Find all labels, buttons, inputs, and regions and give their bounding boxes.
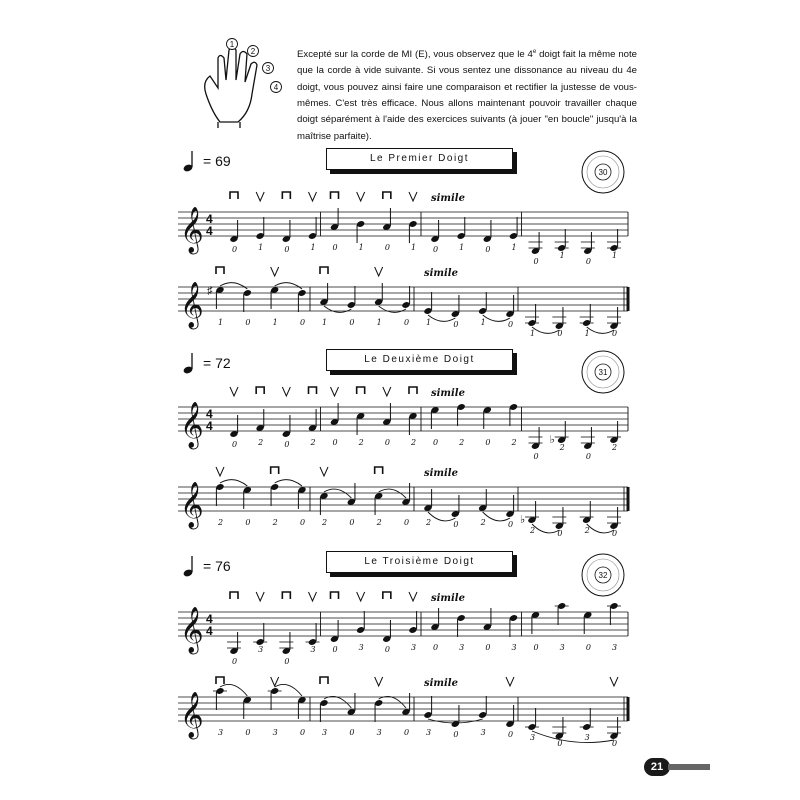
simile-marking: simile: [431, 388, 465, 399]
up-bow-icon: [309, 592, 317, 601]
staff: [170, 375, 632, 465]
up-bow-icon: [331, 387, 339, 396]
fingering-number: 3: [612, 643, 618, 652]
fingering-number: 3: [559, 643, 565, 652]
fingering-number: 0: [332, 645, 338, 654]
slur: [428, 512, 455, 521]
fingering-number: 2: [459, 438, 465, 447]
fingering-number: 1: [426, 318, 432, 327]
fingering-number: 3: [272, 728, 278, 737]
down-bow-icon: [383, 192, 391, 199]
fingering-number: 0: [485, 245, 491, 254]
fingering-number: 0: [485, 643, 491, 652]
fingering-number: 2: [530, 526, 536, 535]
flat-icon: ♭: [549, 434, 555, 446]
fingering-number: 0: [433, 643, 439, 652]
fingering-number: 3: [511, 643, 517, 652]
slur: [275, 283, 302, 289]
fingering-number: 0: [508, 320, 514, 329]
fingering-number: 0: [453, 520, 459, 529]
simile-marking: simile: [424, 468, 458, 479]
time-signature-bottom: 4: [206, 624, 213, 638]
fingering-number: 0: [433, 438, 439, 447]
sharp-icon: ♯: [207, 285, 213, 297]
time-signature-bottom: 4: [206, 224, 213, 238]
fingering-number: 3: [584, 733, 590, 742]
up-bow-icon: [375, 677, 383, 686]
down-bow-icon: [375, 467, 383, 474]
hand-fingering-icon: [196, 36, 288, 128]
slur: [428, 315, 455, 321]
down-bow-icon: [216, 267, 224, 274]
fingering-number: 0: [508, 520, 514, 529]
treble-clef-icon: 𝄞: [180, 402, 204, 448]
down-bow-icon: [320, 677, 328, 684]
slur: [324, 696, 351, 708]
fingering-number: 0: [404, 318, 410, 327]
fingering-number: 0: [612, 529, 618, 538]
fingering-number: 0: [284, 657, 290, 666]
fingering-number: 0: [585, 452, 591, 461]
fingering-number: 3: [426, 728, 432, 737]
quarter-note-icon: [183, 352, 197, 374]
svg-text:1: 1: [229, 40, 235, 49]
time-signature-bottom: 4: [206, 419, 213, 433]
fingering-number: 2: [358, 438, 364, 447]
slur: [324, 489, 351, 498]
fingering-number: 1: [459, 243, 465, 252]
down-bow-icon: [309, 387, 317, 394]
up-bow-icon: [375, 267, 383, 276]
slur: [275, 684, 302, 696]
slur: [220, 684, 247, 696]
svg-text:2: 2: [250, 47, 256, 56]
staff: [170, 255, 632, 345]
svg-text:3: 3: [265, 64, 271, 73]
up-bow-icon: [256, 192, 264, 201]
fingering-number: 2: [612, 443, 618, 452]
down-bow-icon: [320, 267, 328, 274]
fingering-number: 1: [358, 243, 364, 252]
fingering-number: 0: [404, 518, 410, 527]
treble-clef-icon: 𝄞: [180, 482, 204, 528]
up-bow-icon: [357, 592, 365, 601]
svg-text:30: 30: [598, 168, 608, 177]
fingering-number: 0: [232, 245, 238, 254]
fingering-number: 2: [272, 518, 278, 527]
fingering-number: 0: [585, 257, 591, 266]
fingering-number: 0: [384, 243, 390, 252]
fingering-number: 0: [612, 329, 618, 338]
fingering-number: 3: [376, 728, 382, 737]
fingering-number: 1: [511, 243, 517, 252]
staff: [170, 665, 632, 755]
up-bow-icon: [320, 467, 328, 476]
quarter-note-icon: [183, 150, 197, 172]
slur: [587, 524, 614, 533]
up-bow-icon: [256, 592, 264, 601]
fingering-number: 2: [218, 518, 224, 527]
up-bow-icon: [216, 467, 224, 476]
fingering-number: 0: [384, 645, 390, 654]
simile-marking: simile: [424, 678, 458, 689]
fingering-number: 1: [559, 251, 565, 260]
fingering-number: 0: [332, 438, 338, 447]
fingering-number: 0: [232, 657, 238, 666]
up-bow-icon: [271, 267, 279, 276]
fingering-number: 1: [411, 243, 417, 252]
fingering-number: 2: [559, 443, 565, 452]
fingering-number: 3: [358, 643, 364, 652]
fingering-number: 1: [480, 318, 486, 327]
staff: [170, 580, 632, 670]
simile-marking: simile: [431, 193, 465, 204]
fingering-number: 0: [557, 529, 563, 538]
svg-text:4: 4: [273, 83, 279, 92]
fingering-number: 3: [322, 728, 328, 737]
down-bow-icon: [271, 467, 279, 474]
fingering-number: 3: [218, 728, 224, 737]
fingering-number: 0: [557, 329, 563, 338]
treble-clef-icon: 𝄞: [180, 692, 204, 738]
fingering-number: 0: [284, 245, 290, 254]
slur: [379, 696, 406, 708]
section-title: Le Deuxième Doigt: [326, 349, 513, 371]
svg-text:31: 31: [598, 368, 608, 377]
slur: [483, 512, 510, 521]
down-bow-icon: [256, 387, 264, 394]
slur: [379, 489, 406, 498]
slur: [532, 327, 559, 333]
treble-clef-icon: 𝄞: [180, 607, 204, 653]
simile-marking: simile: [424, 268, 458, 279]
fingering-number: 1: [612, 251, 618, 260]
fingering-number: 0: [245, 318, 251, 327]
slur: [324, 306, 351, 312]
fingering-number: 0: [349, 518, 355, 527]
down-bow-icon: [357, 387, 365, 394]
slur: [379, 306, 406, 312]
slur: [275, 480, 302, 486]
fingering-number: 0: [349, 318, 355, 327]
fingering-number: 0: [453, 730, 459, 739]
fingering-number: 2: [258, 438, 264, 447]
fingering-number: 3: [258, 645, 264, 654]
up-bow-icon: [610, 677, 618, 686]
fingering-number: 1: [272, 318, 278, 327]
up-bow-icon: [383, 387, 391, 396]
fingering-number: 0: [300, 728, 306, 737]
slur: [532, 524, 559, 533]
fingering-number: 2: [411, 438, 417, 447]
fingering-number: 0: [349, 728, 355, 737]
tempo-marking: = 72: [183, 352, 231, 374]
fingering-number: 0: [404, 728, 410, 737]
down-bow-icon: [230, 592, 238, 599]
up-bow-icon: [409, 592, 417, 601]
page-tab-decoration: [668, 764, 710, 770]
down-bow-icon: [331, 592, 339, 599]
fingering-number: 3: [411, 643, 417, 652]
fingering-number: 2: [511, 438, 517, 447]
fingering-number: 1: [376, 318, 382, 327]
slur: [532, 731, 614, 743]
fingering-number: 2: [426, 518, 432, 527]
fingering-number: 1: [218, 318, 224, 327]
svg-text:32: 32: [598, 571, 608, 580]
fingering-number: 0: [384, 438, 390, 447]
time-signature-top: 4: [206, 407, 213, 421]
intro-paragraph: Excepté sur la corde de MI (E), vous observez que le 4e doigt fait la même note que la corde à vide suivante. Si vous sentez une dissonance au niveau du 4e doigt, vous pouvez ainsi faire une comparaison et rectifier la justesse de vous-mêmes. C'est très efficace. Nous allons maintenant pouvoir travailler chaque doigt séparément à l'aide des exercices suivants (à jouer "en boucle" jusqu'à la maîtrise parfaite).: [297, 49, 637, 142]
up-bow-icon: [409, 192, 417, 201]
slur: [587, 327, 614, 333]
up-bow-icon: [506, 677, 514, 686]
fingering-number: 1: [310, 243, 316, 252]
fingering-number: 0: [612, 739, 618, 748]
up-bow-icon: [282, 387, 290, 396]
fingering-number: 0: [485, 438, 491, 447]
fingering-number: 2: [322, 518, 328, 527]
fingering-number: 0: [332, 243, 338, 252]
fingering-number: 0: [232, 440, 238, 449]
staff: [170, 455, 632, 545]
fingering-number: 3: [310, 645, 316, 654]
fingering-number: 0: [245, 518, 251, 527]
down-bow-icon: [230, 192, 238, 199]
treble-clef-icon: 𝄞: [180, 207, 204, 253]
fingering-number: 0: [533, 643, 539, 652]
fingering-number: 2: [584, 526, 590, 535]
simile-marking: simile: [431, 593, 465, 604]
fingering-number: 0: [300, 318, 306, 327]
up-bow-icon: [309, 192, 317, 201]
page-number: 21: [644, 758, 670, 776]
time-signature-top: 4: [206, 212, 213, 226]
fingering-number: 0: [585, 643, 591, 652]
fingering-number: 2: [376, 518, 382, 527]
fingering-number: 2: [310, 438, 316, 447]
tempo-marking: = 76: [183, 555, 231, 577]
slur: [220, 480, 247, 486]
section-title: Le Premier Doigt: [326, 148, 513, 170]
fingering-number: 0: [433, 245, 439, 254]
fingering-number: 0: [557, 739, 563, 748]
treble-clef-icon: 𝄞: [180, 282, 204, 328]
fingering-number: 0: [533, 257, 539, 266]
slur: [483, 315, 510, 321]
fingering-number: 0: [453, 320, 459, 329]
fingering-number: 0: [533, 452, 539, 461]
fingering-number: 1: [322, 318, 328, 327]
fingering-number: 0: [245, 728, 251, 737]
fingering-number: 1: [584, 329, 590, 338]
up-bow-icon: [271, 677, 279, 686]
fingering-number: 2: [480, 518, 486, 527]
fingering-number: 3: [480, 728, 486, 737]
time-signature-top: 4: [206, 612, 213, 626]
slur: [220, 283, 247, 289]
flat-icon: ♭: [520, 514, 526, 526]
fingering-number: 1: [258, 243, 264, 252]
down-bow-icon: [331, 192, 339, 199]
fingering-number: 3: [459, 643, 465, 652]
fingering-number: 1: [530, 329, 536, 338]
down-bow-icon: [282, 592, 290, 599]
up-bow-icon: [230, 387, 238, 396]
fingering-number: 3: [530, 733, 536, 742]
quarter-note-icon: [183, 555, 197, 577]
fingering-number: 0: [300, 518, 306, 527]
tempo-marking: = 69: [183, 150, 231, 172]
fingering-number: 0: [284, 440, 290, 449]
down-bow-icon: [282, 192, 290, 199]
down-bow-icon: [383, 592, 391, 599]
down-bow-icon: [409, 387, 417, 394]
section-title: Le Troisième Doigt: [326, 551, 513, 573]
fingering-number: 0: [508, 730, 514, 739]
down-bow-icon: [216, 677, 224, 684]
up-bow-icon: [357, 192, 365, 201]
